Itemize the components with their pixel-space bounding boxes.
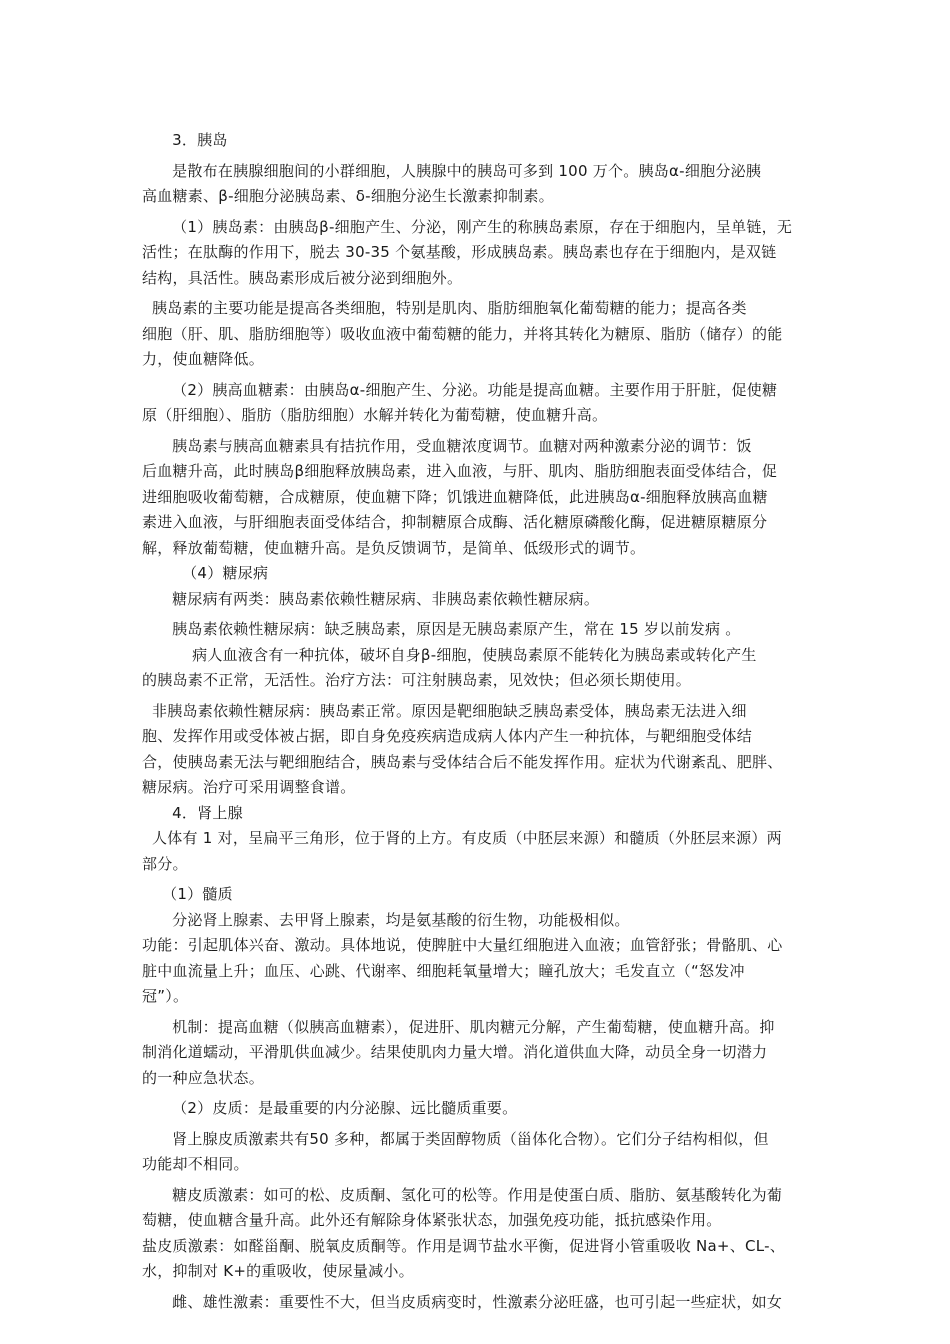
text-line: 细胞（肝、肌、脂肪细胞等）吸收血液中葡萄糖的能力，并将其转化为糖原、脂肪（储存）的能 [142,324,783,343]
text-line: 非胰岛素依赖性糖尿病：胰岛素正常。原因是靶细胞缺乏胰岛素受体，胰岛素无法进入细 [142,701,747,720]
text-line: 分泌肾上腺素、去甲肾上腺素，均是氨基酸的衍生物，功能极相似。 [142,910,630,929]
text-line: （4）糖尿病 [142,564,269,582]
text-line: 是散布在胰腺细胞间的小群细胞，人胰腺中的胰岛可多到 100 万个。胰岛α-细胞分泌胰 [142,161,762,180]
text-line: 3．胰岛 [142,131,228,149]
text-line: 冠”）。 [142,987,189,1005]
text-line: 机制：提高血糖（似胰高血糖素），促进肝、肌肉糖元分解，产生葡萄糖，使血糖升高。抑 [142,1017,775,1036]
text-line: 糖尿病。治疗可采用调整食谱。 [142,778,356,796]
text-line: 的胰岛素不正常，无活性。治疗方法：可注射胰岛素，见效快；但必须长期使用。 [142,671,692,689]
text-line: （1）胰岛素：由胰岛β-细胞产生、分泌，刚产生的称胰岛素原，存在于细胞内，呈单链，无 [142,217,793,236]
text-line: （2）皮质：是最重要的内分泌腺、远比髓质重要。 [142,1099,518,1117]
text-line: 病人血液含有一种抗体，破坏自身β-细胞，使胰岛素原不能转化为胰岛素或转化产生 [142,645,757,664]
text-line: 高血糖素、β-细胞分泌胰岛素、δ-细胞分泌生长激素抑制素。 [142,187,554,205]
text-line: 解，释放葡萄糖，使血糖升高。是负反馈调节，是简单、低级形式的调节。 [142,538,646,557]
text-line: 胞、发挥作用或受体被占据，即自身免疫疾病造成病人体内产生一种抗体，与靶细胞受体结 [142,727,753,745]
text-line: 人体有 1 对，呈扁平三角形，位于肾的上方。有皮质（中胚层来源）和髓质（外胚层来源）两 [142,829,782,847]
text-line: （2）胰高血糖素：由胰岛α-细胞产生、分泌。功能是提高血糖。主要作用于肝脏，促使糖 [142,380,778,399]
text-line: 萄糖，使血糖含量升高。此外还有解除身体紧张状态，加强免疫功能，抵抗感染作用。 [142,1211,722,1229]
text-line: 制消化道蠕动，平滑肌供血减少。结果使肌肉力量大增。消化道供血大降，动员全身一切潜力 [142,1043,768,1061]
text-line: 4．肾上腺 [142,803,243,822]
text-line: 功能：引起肌体兴奋、激动。具体地说，使脾脏中大量红细胞进入血液；血管舒张；骨骼肌、心 [142,936,783,954]
text-line: （1）髓质 [142,885,233,903]
text-line: 活性；在肽酶的作用下，脱去 30-35 个氨基酸，形成胰岛素。胰岛素也存在于细胞内，是双链 [142,243,777,261]
text-line: 糖尿病有两类：胰岛素依赖性糖尿病、非胰岛素依赖性糖尿病。 [142,589,600,608]
text-line: 素进入血液，与肝细胞表面受体结合，抑制糖原合成酶、活化糖原磷酸化酶，促进糖原糖原分 [142,513,768,531]
text-line: 胰岛素的主要功能是提高各类细胞，特别是肌肉、脂肪细胞氧化葡萄糖的能力；提高各类 [142,299,747,317]
text-line: 的一种应急状态。 [142,1068,265,1087]
text-line: 部分。 [142,854,188,873]
text-line: 盐皮质激素：如醛甾酮、脱氧皮质酮等。作用是调节盐水平衡，促进肾小管重吸收 Na+、CL-、 [142,1236,785,1255]
text-line: 合，使胰岛素无法与靶细胞结合，胰岛素与受体结合后不能发挥作用。症状为代谢紊乱、肥胖、 [142,752,783,771]
text-line: 肾上腺皮质激素共有50 多种，都属于类固醇物质（甾体化合物）。它们分子结构相似，但 [142,1129,769,1148]
text-line: 脏中血流量上升；血压、心跳、代谢率、细胞耗氧量增大；瞳孔放大；毛发直立（“怒发冲 [142,961,745,980]
text-line: 糖皮质激素：如可的松、皮质酮、氢化可的松等。作用是使蛋白质、脂肪、氨基酸转化为葡 [142,1185,783,1204]
text-line: 进细胞吸收葡萄糖，合成糖原，使血糖下降；饥饿进血糖降低，此进胰岛α-细胞释放胰高血糖 [142,487,768,506]
text-line: 原（肝细胞）、脂肪（脂肪细胞）水解并转化为葡萄糖，使血糖升高。 [142,406,608,424]
text-line: 后血糖升高，此时胰岛β细胞释放胰岛素，进入血液，与肝、肌肉、脂肪细胞表面受体结合，促 [142,462,778,480]
text-line: 结构，具活性。胰岛素形成后被分泌到细胞外。 [142,268,463,287]
text-line: 胰岛素依赖性糖尿病：缺乏胰岛素，原因是无胰岛素原产生，常在 15 岁以前发病 。 [142,620,741,638]
text-line: 功能却不相同。 [142,1155,249,1173]
text-line: 胰岛素与胰高血糖素具有拮抗作用，受血糖浓度调节。血糖对两种激素分泌的调节：饭 [142,436,752,455]
text-line: 水，抑制对 K+的重吸收，使尿量减小。 [142,1262,414,1280]
text-line: 雌、雄性激素：重要性不大，但当皮质病变时，性激素分泌旺盛，也可引起一些症状，如女 [142,1292,783,1311]
text-line: 力，使血糖降低。 [142,350,265,368]
